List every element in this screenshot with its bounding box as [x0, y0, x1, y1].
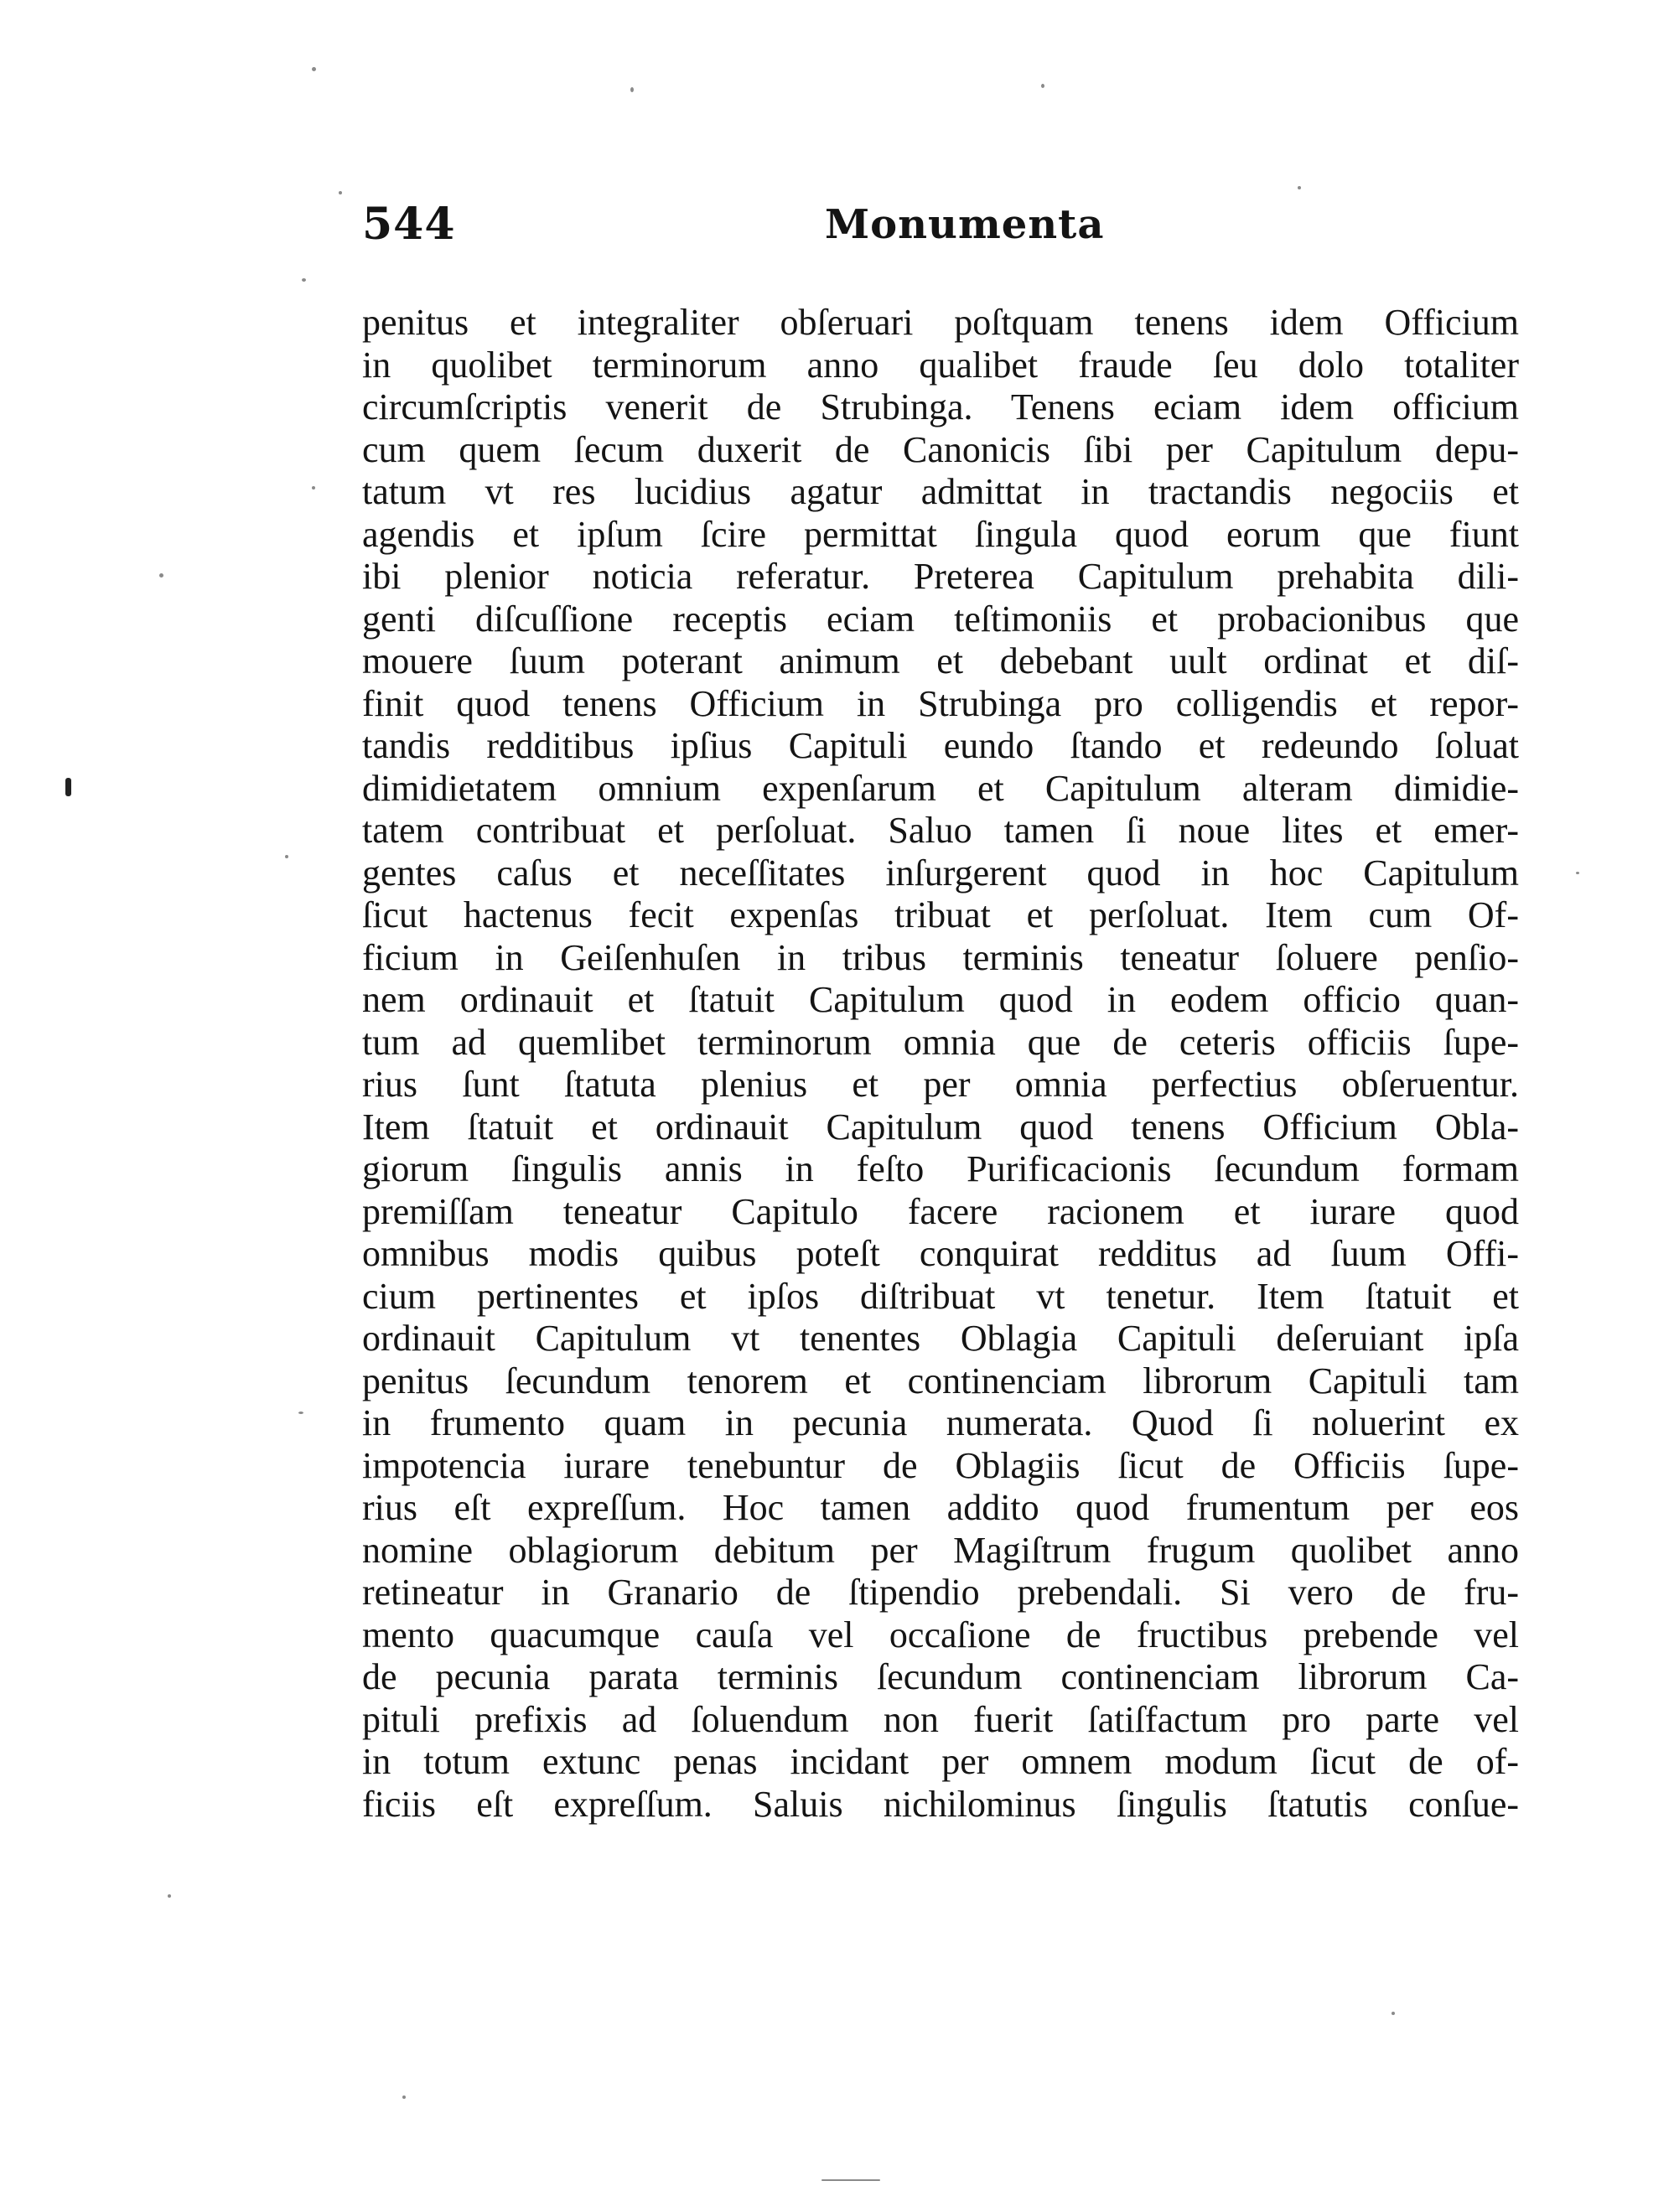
- running-head: [362, 198, 1519, 265]
- text-line: penitus et integraliter obſeruari poſtquam tenens idem Officium: [362, 302, 1519, 343]
- scan-speck: [298, 1412, 303, 1414]
- scan-speck: [1576, 872, 1579, 874]
- text-line: in totum extunc penas incidant per omnem modum ſicut de of-: [362, 1741, 1519, 1782]
- running-title: Monumenta: [825, 201, 1105, 248]
- scan-speck: [168, 1894, 171, 1898]
- text-line: tatum vt res lucidius agatur admittat in tractandis negociis et: [362, 471, 1519, 512]
- text-line: tum ad quemlibet terminorum omnia que de ceteris officiis ſupe-: [362, 1021, 1519, 1063]
- text-line: pituli prefixis ad ſoluendum non fuerit ſatiſfactum pro parte vel: [362, 1698, 1519, 1740]
- text-line: nem ordinauit et ſtatuit Capitulum quod in eodem officio quan-: [362, 979, 1519, 1020]
- text-line: agendis et ipſum ſcire permittat ſingula quod eorum que fiunt: [362, 513, 1519, 555]
- text-line: finit quod tenens Officium in Strubinga pro colligendis et repor-: [362, 682, 1519, 724]
- scan-speck: [630, 87, 634, 92]
- text-line: omnibus modis quibus poteſt conquirat redditus ad ſuum Offi-: [362, 1233, 1519, 1274]
- text-line: giorum ſingulis annis in feſto Purificacionis ſecundum formam: [362, 1148, 1519, 1189]
- text-line: ficium in Geiſenhuſen in tribus terminis teneatur ſoluere penſio-: [362, 936, 1519, 978]
- body-text: [362, 302, 1519, 1826]
- text-line: cium pertinentes et ipſos diſtribuat vt tenetur. Item ſtatuit et: [362, 1275, 1519, 1317]
- text-line: nomine oblagiorum debitum per Magiſtrum frugum quolibet anno: [362, 1529, 1519, 1571]
- scan-speck: [402, 2095, 406, 2099]
- text-line: circumſcriptis venerit de Strubinga. Tenens eciam idem officium: [362, 386, 1519, 427]
- scan-speck: [312, 67, 316, 71]
- text-line: ordinauit Capitulum vt tenentes Oblagia Capituli deſeruiant ipſa: [362, 1318, 1519, 1359]
- scan-speck: [65, 778, 71, 796]
- text-line: dimidietatem omnium expenſarum et Capitulum alteram dimidie-: [362, 767, 1519, 809]
- text-line: in frumento quam in pecunia numerata. Quod ſi noluerint ex: [362, 1402, 1519, 1443]
- text-line: ſicut hactenus fecit expenſas tribuat et perſoluat. Item cum Of-: [362, 894, 1519, 935]
- text-line: de pecunia parata terminis ſecundum continenciam librorum Ca-: [362, 1656, 1519, 1697]
- scan-speck: [1392, 2012, 1395, 2015]
- page-number: 544: [362, 199, 456, 250]
- text-line: in quolibet terminorum anno qualibet fraude ſeu dolo totaliter: [362, 344, 1519, 386]
- scan-speck: [312, 486, 315, 490]
- text-line: premiſſam teneatur Capitulo facere racionem et iurare quod: [362, 1190, 1519, 1232]
- text-line: retineatur in Granario de ſtipendio prebendali. Si vero de fru-: [362, 1572, 1519, 1613]
- text-line: ficiis eſt expreſſum. Saluis nichilominus ſingulis ſtatutis conſue-: [362, 1783, 1519, 1825]
- text-line: mento quacumque cauſa vel occaſione de fructibus prebende vel: [362, 1614, 1519, 1655]
- text-line: penitus ſecundum tenorem et continenciam librorum Capituli tam: [362, 1360, 1519, 1401]
- text-line: ibi plenior noticia referatur. Preterea Capitulum prehabita dili-: [362, 556, 1519, 597]
- text-line: cum quem ſecum duxerit de Canonicis ſibi per Capitulum depu-: [362, 428, 1519, 470]
- text-line: mouere ſuum poterant animum et debebant uult ordinat et diſ-: [362, 640, 1519, 681]
- text-line: gentes caſus et neceſſitates inſurgerent quod in hoc Capitulum: [362, 852, 1519, 894]
- text-line: tandis redditibus ipſius Capituli eundo ſtando et redeundo ſoluat: [362, 725, 1519, 766]
- text-line: impotencia iurare tenebuntur de Oblagiis ſicut de Officiis ſupe-: [362, 1444, 1519, 1486]
- scan-speck: [159, 573, 163, 578]
- text-line: genti diſcuſſione receptis eciam teſtimoniis et probacionibus que: [362, 598, 1519, 640]
- text-line: tatem contribuat et perſoluat. Saluo tamen ſi noue lites et emer-: [362, 810, 1519, 851]
- scan-speck: [285, 855, 288, 858]
- scan-speck: [302, 278, 306, 282]
- scan-speck: [1298, 186, 1301, 189]
- scan-speck: [339, 191, 342, 194]
- scan-speck: [821, 2179, 880, 2181]
- text-line: Item ſtatuit et ordinauit Capitulum quod tenens Officium Obla-: [362, 1106, 1519, 1147]
- text-line: rius ſunt ſtatuta plenius et per omnia perfectius obſeruentur.: [362, 1064, 1519, 1105]
- scan-speck: [1041, 84, 1044, 88]
- text-line: rius eſt expreſſum. Hoc tamen addito quod frumentum per eos: [362, 1487, 1519, 1528]
